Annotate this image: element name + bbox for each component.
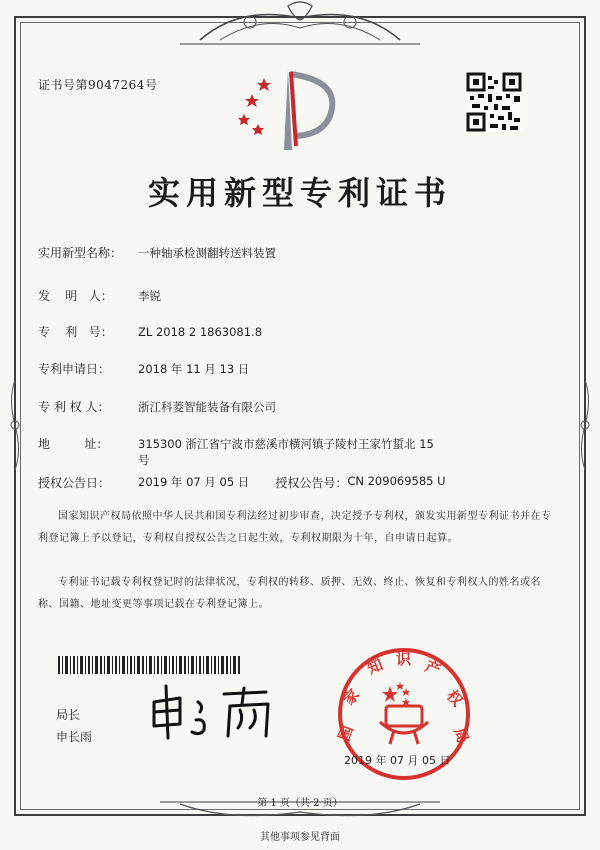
seal-char-3: 知 <box>364 655 386 678</box>
chief-name: 申长雨 <box>56 730 93 744</box>
seal-char-4: 识 <box>396 650 412 668</box>
field-patentee <box>38 399 578 415</box>
field-value: 2018 年 11 月 13 日 <box>138 362 250 376</box>
field-filing-date <box>38 361 578 377</box>
field-patent-number <box>38 324 578 340</box>
field-announcement <box>38 474 446 491</box>
qr-code-icon <box>466 72 522 132</box>
announce-date-label: 授权公告日： <box>38 476 111 490</box>
seal-char-5: 产 <box>422 657 444 680</box>
seal-char-2: 家 <box>339 685 364 709</box>
field-label: 专利申请日： <box>38 362 111 376</box>
page-title: 实用新型专利证书 <box>147 174 452 212</box>
field-label: 专 利 号： <box>38 325 113 339</box>
field-label: 实用新型名称： <box>38 246 123 260</box>
right-ornament-icon <box>578 380 592 470</box>
body-paragraph-1: 国家知识产权局依照中华人民共和国专利法经过初步审查，决定授予专利权，颁发实用新型专利证书并在专利登记簿上予以登记，专利权自授权公告之日起生效，专利权期限为十年，自申请日起算。 <box>38 511 552 544</box>
barcode-icon <box>58 656 242 674</box>
field-label: 专 利 权 人： <box>38 400 110 414</box>
field-value: 一种轴承检测翻转送料装置 <box>138 246 276 260</box>
field-value: ZL 2018 2 1863081.8 <box>138 325 263 339</box>
field-label: 地 址： <box>38 437 109 451</box>
footer-note: 其他事项参见背面 <box>260 832 340 843</box>
field-value: 315300 浙江省宁波市慈溪市横河镇子陵村王家竹蜇北 15 号 <box>138 437 434 467</box>
field-value: 浙江科菱智能装备有限公司 <box>138 400 276 414</box>
chief-title: 局长 <box>56 708 81 722</box>
handwritten-signature-icon <box>146 680 286 742</box>
field-utility-model-name <box>38 245 578 261</box>
announce-date-value: 2019 年 07 月 05 日 <box>138 475 250 489</box>
cnipa-logo-icon <box>236 66 346 152</box>
announce-no-label: 授权公告号： <box>275 476 348 490</box>
body-paragraph-2: 专利证书记载专利权登记时的法律状况，专利权的转移、质押、无效、终止、恢复和专利权人的姓名或名称、国籍、地址变更等事项记载在专利登记簿上。 <box>38 577 541 610</box>
field-value: 李锐 <box>138 289 161 303</box>
field-inventor <box>38 288 578 304</box>
seal-char-7: 局 <box>450 725 473 746</box>
seal-char-6: 权 <box>443 686 467 710</box>
top-ornament-icon <box>180 0 420 46</box>
announce-no-value: CN 209069585 U <box>347 474 446 488</box>
seal-date: 2019 年 07 月 05 日 <box>344 754 451 767</box>
seal-char-1: 国 <box>334 723 357 744</box>
page-number: 第 1 页（共 2 页） <box>257 798 343 809</box>
field-label: 发 明 人： <box>38 289 113 303</box>
left-ornament-icon <box>8 380 22 470</box>
field-address <box>38 436 438 468</box>
certificate-number: 证书号第9047264号 <box>38 78 158 92</box>
